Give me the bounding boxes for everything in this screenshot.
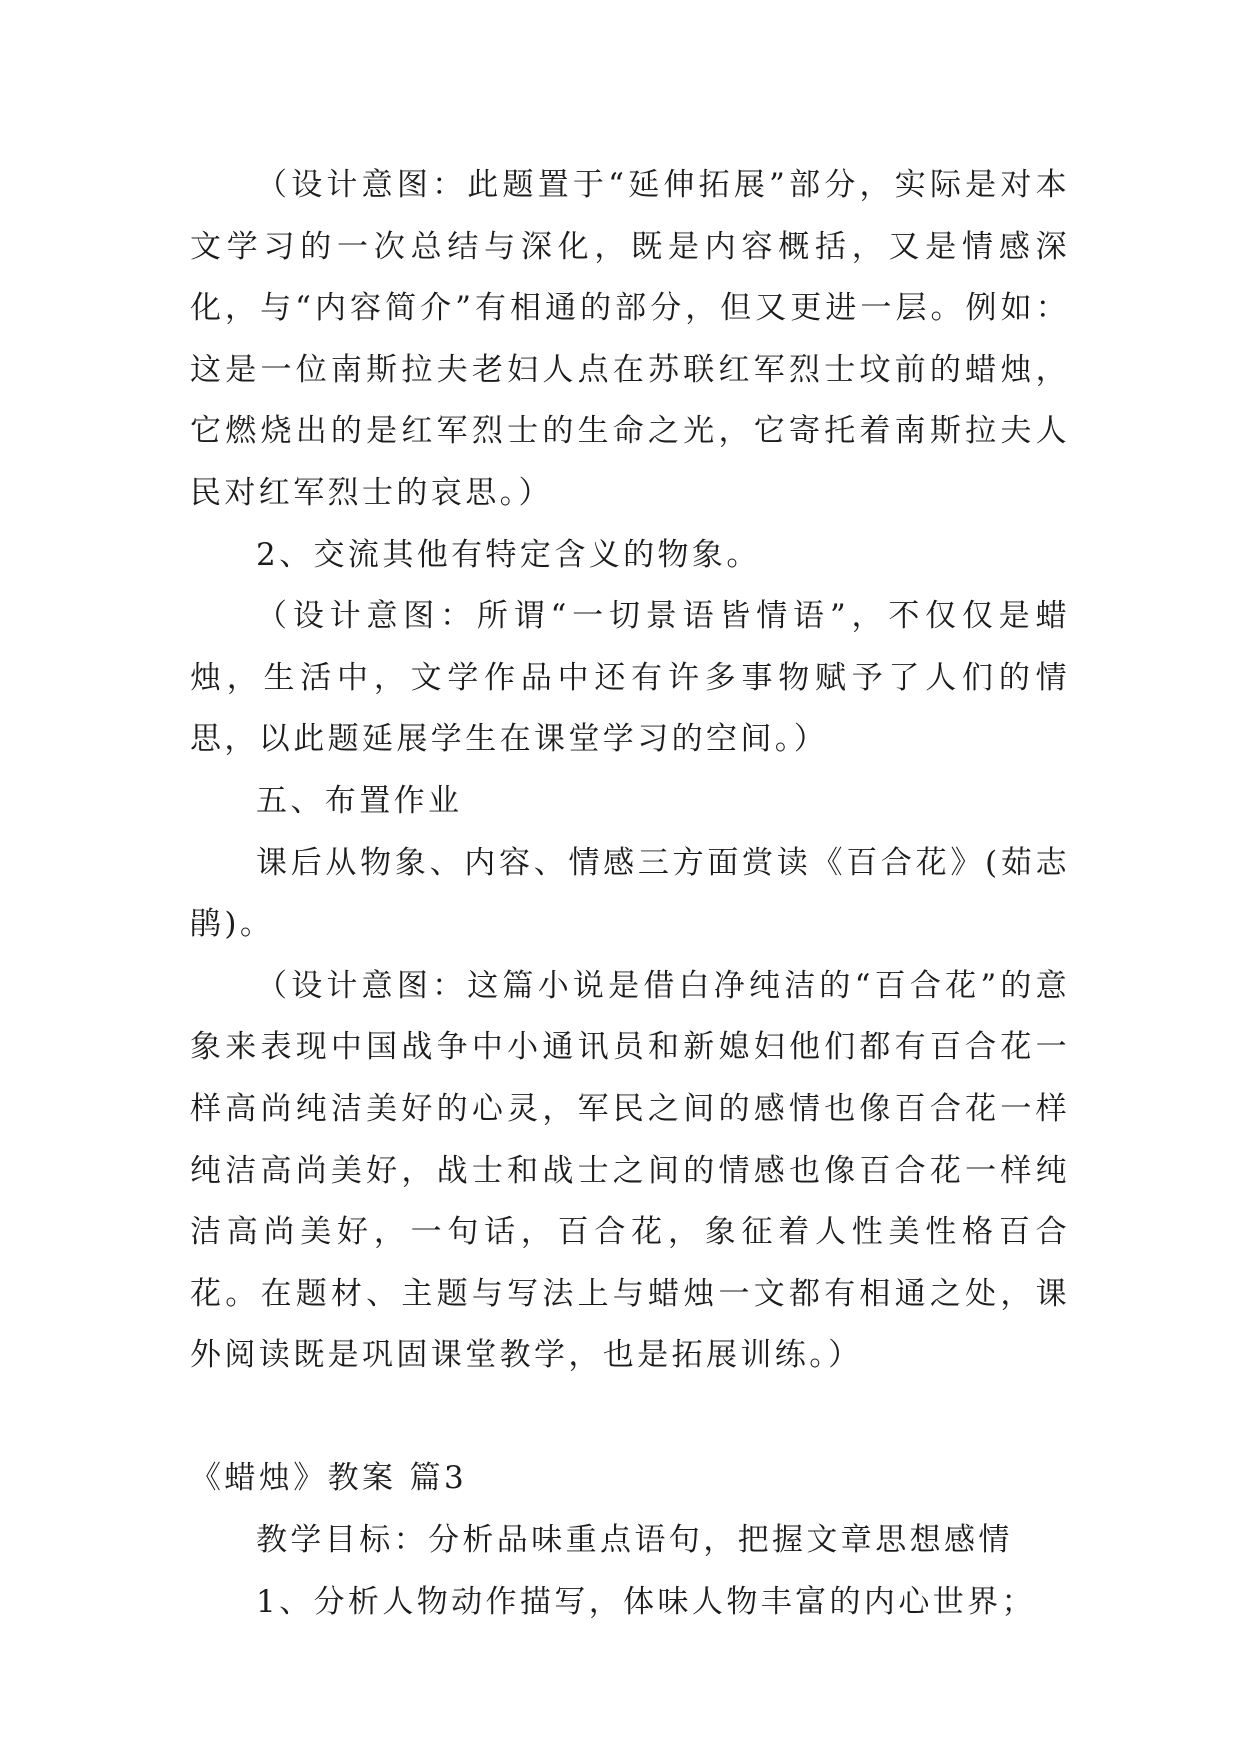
- paragraph-design-intent-3: （设计意图：这篇小说是借白净纯洁的“百合花”的意象来表现中国战争中小通讯员和新媳妇他们都有百合花一样高尚纯洁美好的心灵，军民之间的感情也像百合花一样纯洁高尚美好，战士和战士之间的情感也像百合花一样纯洁高尚美好，一句话，百合花，象征着人性美性格百合花。在题材、主题与写法上与蜡烛一文都有相通之处，课外阅读既是巩固课堂教学，也是拓展训练。）: [190, 967, 1070, 1374]
- paragraph-teaching-goal: 教学目标：分析品味重点语句，把握文章思想感情: [256, 1522, 1013, 1559]
- paragraph-homework-task: 课后从物象、内容、情感三方面赏读《百合花》(茹志鹃)。: [190, 844, 1070, 943]
- paragraph-exchange-objects: 2、交流其他有特定含义的物象。: [256, 536, 761, 573]
- paragraph-design-intent-2: （设计意图：所谓“一切景语皆情语”，不仅仅是蜡烛，生活中，文学作品中还有许多事物赋予了人们的情思，以此题延展学生在课堂学习的空间。）: [190, 598, 1070, 758]
- paragraph-design-intent-1: （设计意图：此题置于“延伸拓展”部分，实际是对本文学习的一次总结与深化，既是内容概括，又是情感深化，与“内容简介”有相通的部分，但又更进一层。例如：这是一位南斯拉夫老妇人点在苏联红军烈士坟前的蜡烛，它燃烧出的是红军烈士的生命之光，它寄托着南斯拉夫人民对红军烈士的哀思。）: [190, 167, 1070, 511]
- section-heading: 《蜡烛》教案 篇3: [190, 1460, 468, 1497]
- document-body: [190, 155, 1070, 1633]
- paragraph-goal-item-1: 1、分析人物动作描写，体味人物丰富的内心世界；: [256, 1583, 1036, 1620]
- paragraph-homework-heading: 五、布置作业: [256, 782, 463, 819]
